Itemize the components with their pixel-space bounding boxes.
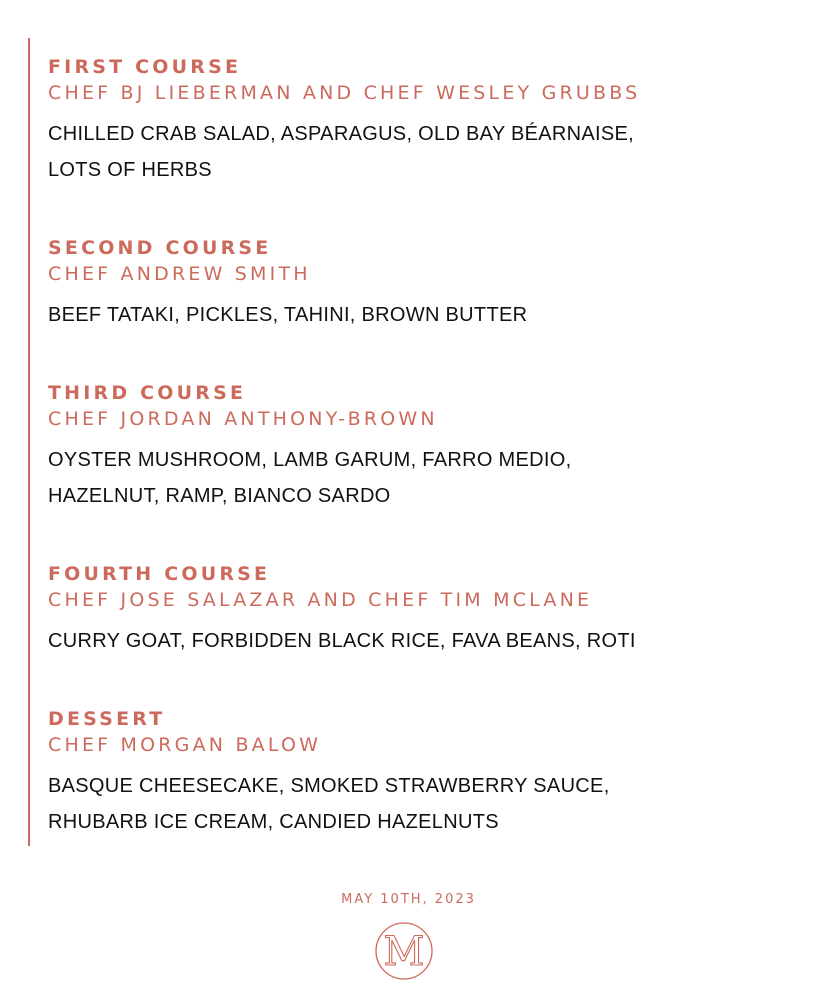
- course-title: SECOND COURSE: [48, 237, 272, 259]
- dish-line: CURRY GOAT, FORBIDDEN BLACK RICE, FAVA BEANS, ROTI: [48, 630, 636, 652]
- course-title: DESSERT: [48, 708, 166, 730]
- event-date: MAY 10TH, 2023: [341, 892, 476, 907]
- dish-description: [48, 623, 790, 659]
- course-first: [48, 54, 790, 188]
- dish-description: [48, 297, 790, 333]
- course-title: FOURTH COURSE: [48, 563, 271, 585]
- dish-line: RHUBARB ICE CREAM, CANDIED HAZELNUTS: [48, 811, 499, 833]
- dish-description: [48, 116, 790, 188]
- course-second: [48, 235, 790, 333]
- dish-description: [48, 768, 790, 840]
- m-monogram-logo: [374, 921, 434, 981]
- dish-description: [48, 442, 790, 514]
- dish-line: LOTS OF HERBS: [48, 159, 212, 181]
- course-dessert: [48, 706, 790, 840]
- course-fourth: [48, 561, 790, 659]
- dish-line: HAZELNUT, RAMP, BIANCO SARDO: [48, 485, 391, 507]
- course-title: FIRST COURSE: [48, 56, 242, 78]
- chef-name: CHEF ANDREW SMITH: [48, 263, 311, 285]
- dish-line: OYSTER MUSHROOM, LAMB GARUM, FARRO MEDIO,: [48, 449, 572, 471]
- chef-name: CHEF MORGAN BALOW: [48, 734, 322, 756]
- course-menu: [28, 38, 790, 846]
- logo-letter: M: [383, 929, 425, 975]
- course-third: [48, 380, 790, 514]
- dish-line: CHILLED CRAB SALAD, ASPARAGUS, OLD BAY BÉARNAISE,: [48, 123, 635, 145]
- dish-line: BASQUE CHEESECAKE, SMOKED STRAWBERRY SAUCE,: [48, 775, 610, 797]
- chef-name: CHEF JOSE SALAZAR AND CHEF TIM MCLANE: [48, 589, 593, 611]
- course-title: THIRD COURSE: [48, 382, 247, 404]
- chef-name: CHEF JORDAN ANTHONY-BROWN: [48, 408, 438, 430]
- dish-line: BEEF TATAKI, PICKLES, TAHINI, BROWN BUTTER: [48, 304, 528, 326]
- chef-name: CHEF BJ LIEBERMAN AND CHEF WESLEY GRUBBS: [48, 82, 641, 104]
